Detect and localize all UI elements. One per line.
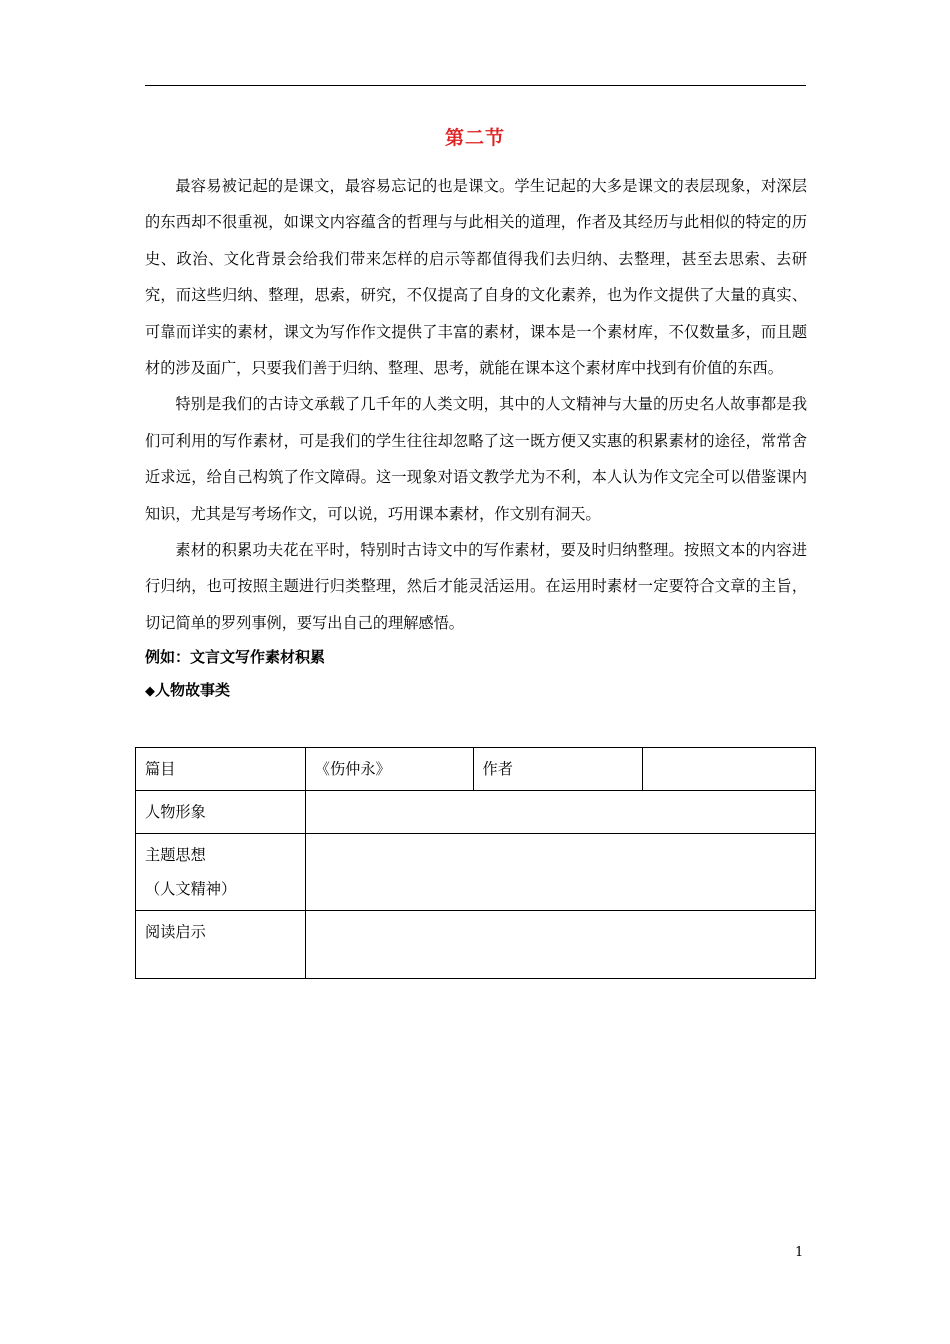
paragraph-3: 素材的积累功夫花在平时，特别时古诗文中的写作素材，要及时归纳整理。按照文本的内容进行归纳，也可按照主题进行归类整理，然后才能灵活运用。在运用时素材一定要符合文章的主旨，切记简单的罗列事例，要写出自己的理解感悟。 bbox=[145, 541, 807, 632]
paragraph-2: 特别是我们的古诗文承载了几千年的人类文明，其中的人文精神与大量的历史名人故事都是我们可利用的写作素材，可是我们的学生往往却忽略了这一既方便又实惠的积累素材的途径，常常舍近求远，给自己构筑了作文障碍。这一现象对语文教学尤为不利，本人认为作文完全可以借鉴课内知识，尤其是写考场作文，可以说，巧用课本素材，作文别有洞天。 bbox=[145, 395, 807, 523]
character-image-value-cell[interactable] bbox=[305, 791, 815, 834]
theme-label-line-2: （人文精神） bbox=[145, 880, 237, 898]
material-table bbox=[135, 747, 816, 979]
author-value-cell[interactable] bbox=[643, 748, 816, 791]
example-heading: 例如：文言文写作素材积累 bbox=[145, 648, 326, 667]
table-row bbox=[136, 791, 816, 834]
section-title: 第二节 bbox=[444, 127, 505, 149]
document-body bbox=[145, 168, 807, 708]
header-rule bbox=[145, 85, 806, 86]
character-image-label-cell: 人物形象 bbox=[136, 791, 306, 834]
theme-label-line-1: 主题思想 bbox=[145, 846, 206, 864]
table-row bbox=[136, 911, 816, 979]
category-heading bbox=[145, 674, 807, 708]
diamond-bullet-icon: ◆ bbox=[145, 684, 155, 700]
table-row bbox=[136, 834, 816, 911]
page-number: 1 bbox=[795, 1245, 804, 1260]
title-value-cell[interactable]: 《伤仲永》 bbox=[305, 748, 473, 791]
theme-label-cell bbox=[136, 834, 306, 911]
reading-insight-label-cell: 阅读启示 bbox=[136, 911, 306, 979]
table-row bbox=[136, 748, 816, 791]
theme-value-cell[interactable] bbox=[305, 834, 815, 911]
reading-insight-value-cell[interactable] bbox=[305, 911, 815, 979]
paragraph-1: 最容易被记起的是课文，最容易忘记的也是课文。学生记起的大多是课文的表层现象，对深层的东西却不很重视，如课文内容蕴含的哲理与与此相关的道理，作者及其经历与此相似的特定的历史、政治、文化背景会给我们带来怎样的启示等都值得我们去归纳、去整理，甚至去思索、去研究，而这些归纳、整理，思索，研究，不仅提高了自身的文化素养，也为作文提供了大量的真实、可靠而详实的素材，课文为写作作文提供了丰富的素材，课本是一个素材库，不仅数量多，而且题材的涉及面广，只要我们善于归纳、整理、思考，就能在课本这个素材库中找到有价值的东西。 bbox=[145, 177, 807, 378]
category-label: 人物故事类 bbox=[155, 681, 231, 700]
author-label-cell: 作者 bbox=[473, 748, 643, 791]
title-label-cell: 篇目 bbox=[136, 748, 306, 791]
